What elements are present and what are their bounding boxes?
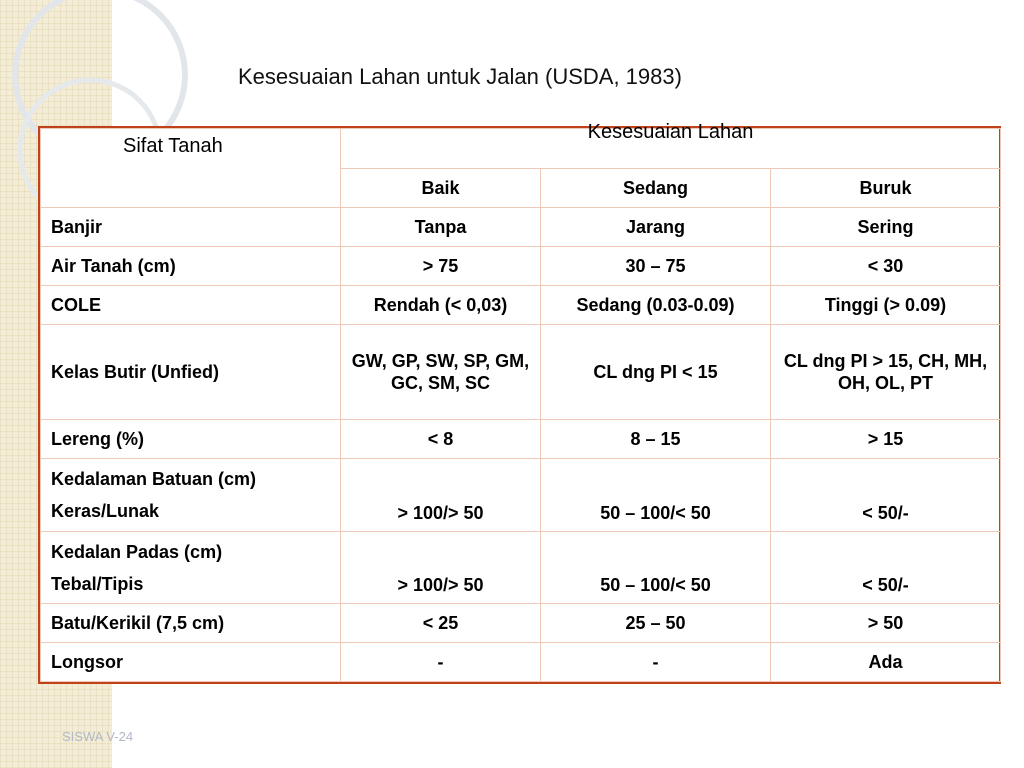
table-row xyxy=(41,247,1001,286)
cell-buruk: Sering xyxy=(771,208,1001,247)
cell-baik: > 100/> 50 xyxy=(341,532,541,604)
row-label-line2: Tebal/Tipis xyxy=(51,573,144,594)
row-label: Longsor xyxy=(41,643,341,682)
cell-sedang: Jarang xyxy=(541,208,771,247)
row-label: Batu/Kerikil (7,5 cm) xyxy=(41,604,341,643)
cell-baik: < 25 xyxy=(341,604,541,643)
cell-buruk: < 30 xyxy=(771,247,1001,286)
table-row xyxy=(41,325,1001,420)
slide-title: Kesesuaian Lahan untuk Jalan (USDA, 1983) xyxy=(238,64,682,89)
cell-buruk: < 50/- xyxy=(771,532,1001,604)
cell-buruk: CL dng PI > 15, CH, MH, OH, OL, PT xyxy=(771,325,1001,420)
table-row xyxy=(41,420,1001,459)
header-sifat-tanah: Sifat Tanah xyxy=(41,129,341,208)
header-kesesuaian-lahan xyxy=(341,121,1001,169)
row-label: Banjir xyxy=(41,208,341,247)
row-label xyxy=(41,459,341,532)
table-row xyxy=(41,532,1001,604)
row-label-line1: Kedalaman Batuan (cm) xyxy=(51,469,257,489)
cell-sedang: 25 – 50 xyxy=(541,604,771,643)
table-row xyxy=(41,286,1001,325)
cell-sedang: 50 – 100/< 50 xyxy=(541,532,771,604)
column-header-baik: Baik xyxy=(341,169,541,208)
cell-sedang: 30 – 75 xyxy=(541,247,771,286)
row-label: Air Tanah (cm) xyxy=(41,247,341,286)
cell-buruk: > 15 xyxy=(771,420,1001,459)
cell-sedang: - xyxy=(541,643,771,682)
row-label: COLE xyxy=(41,286,341,325)
cell-baik: < 8 xyxy=(341,420,541,459)
cell-sedang: Sedang (0.03-0.09) xyxy=(541,286,771,325)
row-label-line1: Kedalan Padas (cm) xyxy=(51,541,223,562)
cell-buruk: < 50/- xyxy=(771,459,1001,532)
table-row xyxy=(41,604,1001,643)
row-label: Kelas Butir (Unfied) xyxy=(41,325,341,420)
row-label: Lereng (%) xyxy=(41,420,341,459)
cell-baik: > 75 xyxy=(341,247,541,286)
cell-baik: GW, GP, SW, SP, GM, GC, SM, SC xyxy=(341,325,541,420)
cell-sedang: 8 – 15 xyxy=(541,420,771,459)
slide-footer: SISWA V-24 xyxy=(62,729,134,744)
cell-sedang: CL dng PI < 15 xyxy=(541,325,771,420)
cell-buruk: > 50 xyxy=(771,604,1001,643)
cell-sedang: 50 – 100/< 50 xyxy=(541,459,771,532)
row-label-line2: Keras/Lunak xyxy=(51,501,160,521)
column-header-buruk: Buruk xyxy=(771,169,1001,208)
header-kesesuaian-label: Kesesuaian Lahan xyxy=(587,121,754,143)
table-row xyxy=(41,643,1001,682)
cell-baik: Rendah (< 0,03) xyxy=(341,286,541,325)
cell-buruk: Tinggi (> 0.09) xyxy=(771,286,1001,325)
table-row xyxy=(41,459,1001,532)
table-row xyxy=(41,208,1001,247)
suitability-table xyxy=(38,121,1001,684)
column-header-sedang: Sedang xyxy=(541,169,771,208)
cell-baik: > 100/> 50 xyxy=(341,459,541,532)
cell-baik: Tanpa xyxy=(341,208,541,247)
row-label xyxy=(41,532,341,604)
cell-baik: - xyxy=(341,643,541,682)
cell-buruk: Ada xyxy=(771,643,1001,682)
